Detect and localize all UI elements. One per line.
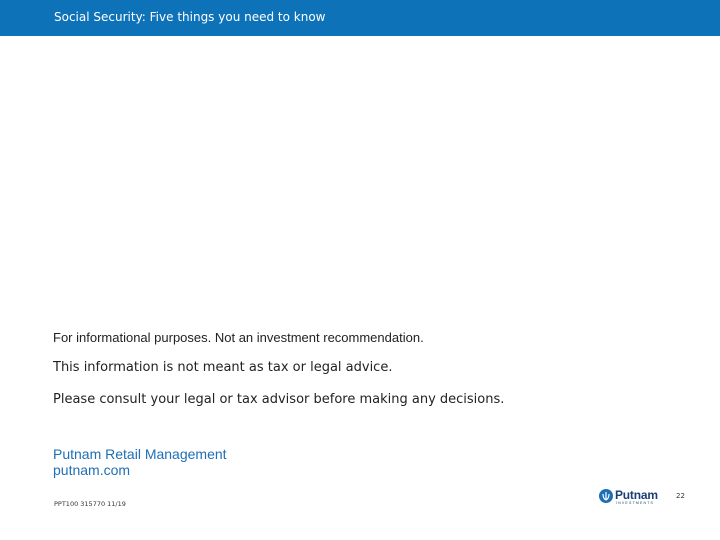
putnam-logo-mark-icon: [599, 489, 613, 503]
disclaimer-consult: Please consult your legal or tax advisor before making any decisions.: [53, 392, 505, 407]
document-code: PPT100 315770 11/19: [54, 500, 126, 508]
header-bar: [0, 0, 720, 36]
company-url: putnam.com: [53, 462, 131, 478]
disclaimer-informational: For informational purposes. Not an investment recommendation.: [53, 330, 424, 345]
page-number: 22: [676, 492, 685, 500]
logo-wordmark: Putnam: [615, 488, 658, 502]
page-title: Social Security: Five things you need to know: [54, 10, 326, 24]
putnam-logo: [599, 488, 669, 508]
disclaimer-tax-legal: This information is not meant as tax or legal advice.: [53, 360, 393, 375]
logo-subtext: INVESTMENTS: [616, 501, 655, 505]
company-name: Putnam Retail Management: [53, 446, 227, 462]
